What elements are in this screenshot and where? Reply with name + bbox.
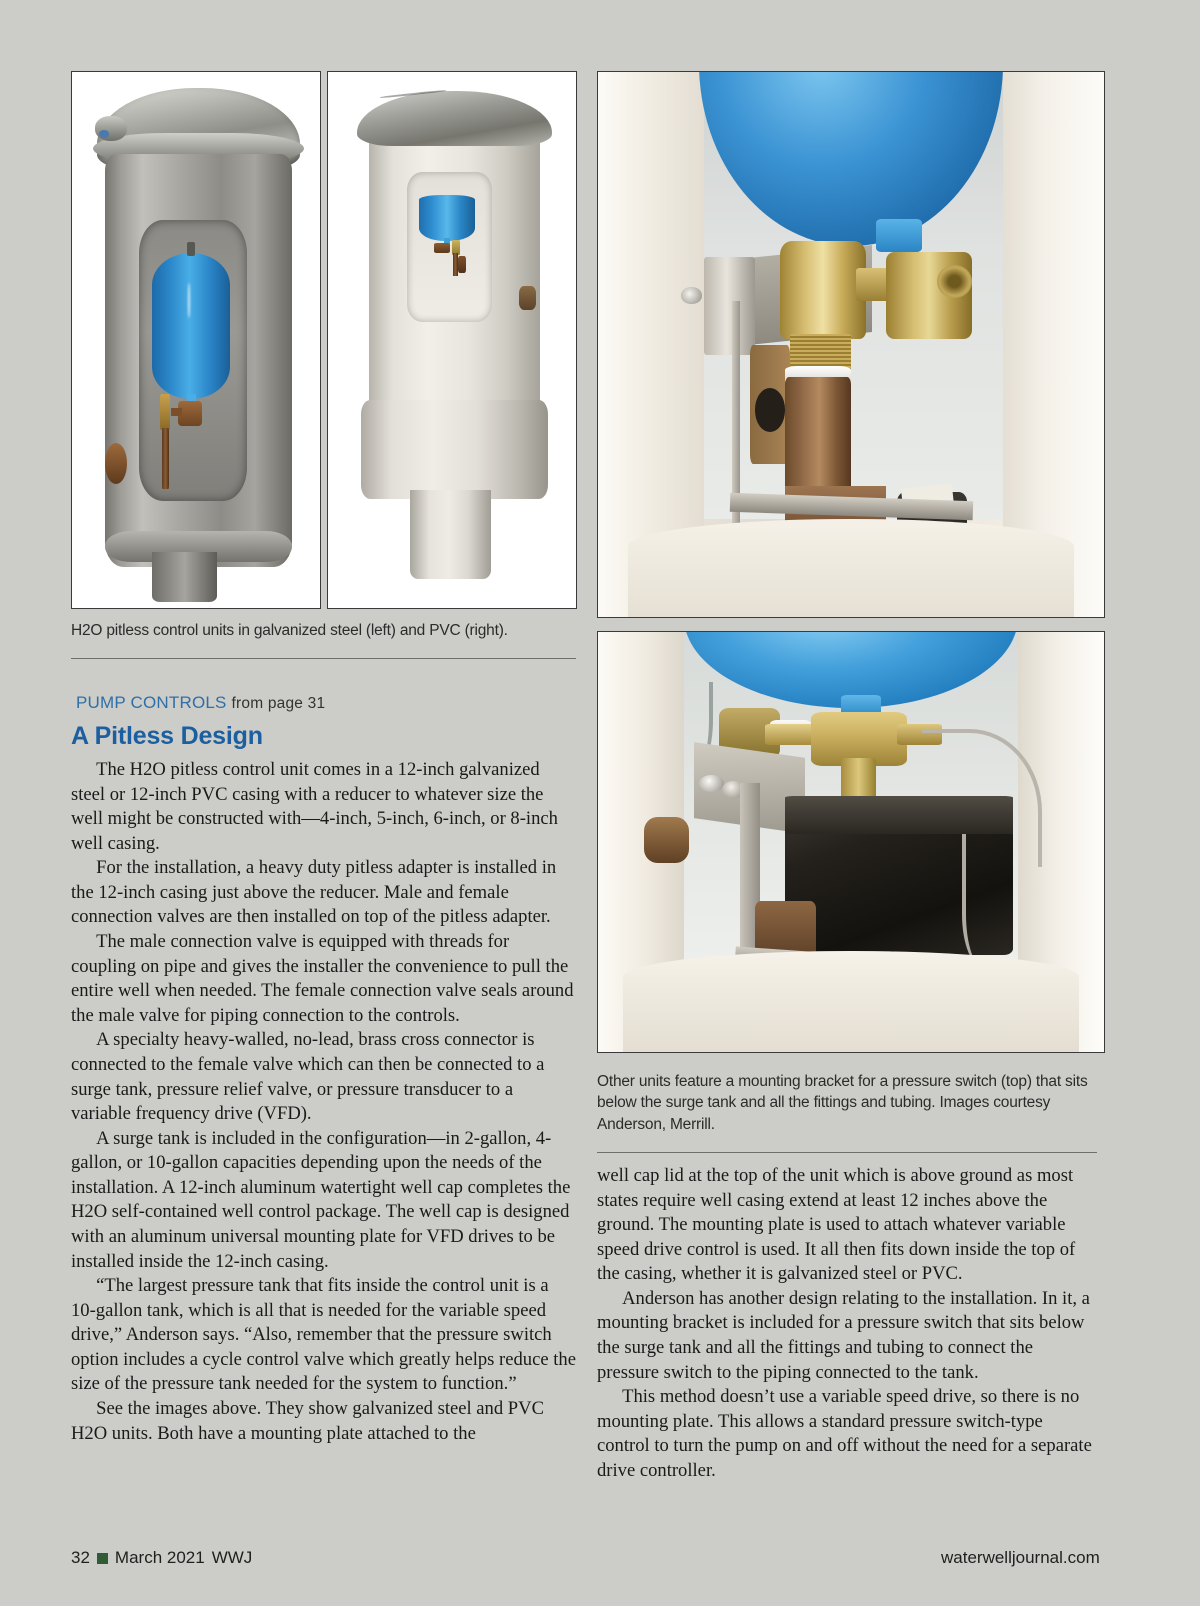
article-body-right-column xyxy=(597,1164,1097,1484)
photo-mounting-bracket-closeup xyxy=(597,71,1105,618)
cross-connector-arm xyxy=(171,408,182,416)
pvc-reducer xyxy=(410,490,491,580)
casing-floor xyxy=(623,951,1078,1052)
paragraph: well cap lid at the top of the unit which is above ground as most states require well casing extend at least 12 inches above the ground. The mounting plate is used to attach whatever variable speed drive control is used. It all then fits down inside the top of the casing, whether it is galvanized steel or PVC. xyxy=(597,1165,1076,1285)
tank-top-stem xyxy=(187,242,195,256)
paragraph: Anderson has another design relating to the installation. In it, a mounting bracket is included for a pressure switch that sits below the surge tank and all the fittings and tubing to connect the pressure switch to the piping connected to the tank. xyxy=(597,1287,1090,1383)
pvc-unit-illustration xyxy=(353,91,556,589)
cross-connector-downleg xyxy=(841,758,876,800)
paragraph: This method doesn’t use a variable speed drive, so there is no mounting plate. This allows a standard pressure switch-type control to turn the pump on and off without the need for a separate drive controller. xyxy=(597,1386,1092,1481)
mounting-bolt xyxy=(681,287,701,303)
tank-highlight xyxy=(188,283,190,318)
photo-pvc-unit xyxy=(327,71,577,609)
footer-left xyxy=(71,1548,252,1568)
valve-handle-disc xyxy=(755,388,785,432)
brass-cross-connector xyxy=(434,243,450,253)
pitless-adapter-side-port xyxy=(519,286,536,310)
brass-valve xyxy=(160,394,170,431)
kicker-section-label: PUMP CONTROLS xyxy=(76,693,227,712)
well-cap-marking xyxy=(380,89,446,98)
caption-divider-left xyxy=(71,658,576,659)
well-cap-lid xyxy=(357,91,552,146)
pvc-casing xyxy=(369,131,540,430)
blue-surge-tank xyxy=(419,195,475,241)
paragraph: For the installation, a heavy duty pitless adapter is installed in the 12-inch casing just above the reducer. Male and female connection valves are then installed on top of the pitless adapter. xyxy=(71,857,557,928)
paragraph: “The largest pressure tank that fits inside the control unit is a 10-gallon tank, which is all that is needed for the variable speed drive,” Anderson says. “Also, remember that the pressure switch option includes a cycle control valve which greatly helps reduce the size of the pressure tank needed for the system to function.” xyxy=(71,1275,576,1395)
galvanized-casing xyxy=(105,154,292,567)
bronze-fitting-left xyxy=(644,817,690,863)
casing-reducer xyxy=(152,552,217,602)
bronze-valve xyxy=(458,256,467,272)
paragraph: A surge tank is included in the configuration—in 2-gallon, 4-gallon, or 10-gallon capacities depending upon the needs of the installation. A 12-inch aluminum watertight well cap completes the H2O self-contained well control package. The well cap is designed with an aluminum universal mounting plate for VFD drives to be installed inside the 12-inch casing. xyxy=(71,1127,571,1272)
well-cap-tab xyxy=(95,116,128,141)
tank-outlet-neck xyxy=(876,219,922,252)
article-headline: A Pitless Design xyxy=(71,722,263,750)
caption-right-photos: Other units feature a mounting bracket for a pressure switch (top) that sits below the surge tank and all the fittings and tubing. Images courtesy Anderson, Merrill. xyxy=(597,1073,1088,1133)
photo-galvanized-steel-unit xyxy=(71,71,321,609)
well-cap-vent-dot xyxy=(99,130,109,138)
footer-website[interactable]: waterwelljournal.com xyxy=(941,1548,1100,1567)
page-number: 32 xyxy=(71,1548,90,1567)
article-kicker xyxy=(76,693,325,713)
casing-cutaway-window xyxy=(139,220,248,501)
square-bullet-icon xyxy=(97,1553,108,1564)
paragraph: The H2O pitless control unit comes in a 12-inch galvanized steel or 12-inch PVC casing with a reducer to whatever size the well might be constructed with—4-inch, 5-inch, 6-inch, or 8-inch well casing. xyxy=(71,759,558,854)
galvanized-unit-illustration xyxy=(97,88,300,592)
caption-left-photos: H2O pitless control units in galvanized steel (left) and PVC (right). xyxy=(71,622,508,639)
blue-surge-tank xyxy=(152,253,230,399)
issue-date: March 2021 xyxy=(114,1548,205,1567)
bracket-bolt-upper xyxy=(699,775,724,792)
article-body-left-column xyxy=(71,758,576,1446)
bronze-riser-pipe xyxy=(785,377,851,502)
pvc-lower-casing xyxy=(361,400,548,500)
caption-divider-right xyxy=(597,1152,1097,1153)
paragraph: The male connection valve is equipped with threads for coupling on pipe and gives the installer the convenience to pull the entire well when needed. The female connection valve seals around the male valve for piping connection to the controls. xyxy=(71,931,574,1026)
photo-pressure-switch-closeup xyxy=(597,631,1105,1053)
kicker-continued-from: from page 31 xyxy=(231,695,326,712)
pvc-cutaway-window xyxy=(407,172,492,322)
casing-floor xyxy=(628,519,1073,617)
brass-valve-body xyxy=(780,241,866,339)
mounting-plate xyxy=(704,257,755,355)
paragraph: See the images above. They show galvanized steel and PVC H2O units. Both have a mounting plate attached to the xyxy=(71,1398,544,1444)
copper-pipe xyxy=(162,428,169,490)
paragraph: A specialty heavy-walled, no-lead, brass cross connector is connected to the female valve which can then be connected to a surge tank, pressure relief valve, or pressure transducer to a variable frequency drive (VFD). xyxy=(71,1029,545,1125)
pitless-adapter-side-port xyxy=(105,443,127,484)
publication-abbr: WWJ xyxy=(211,1548,253,1567)
braided-tubing-lower xyxy=(962,834,1017,968)
